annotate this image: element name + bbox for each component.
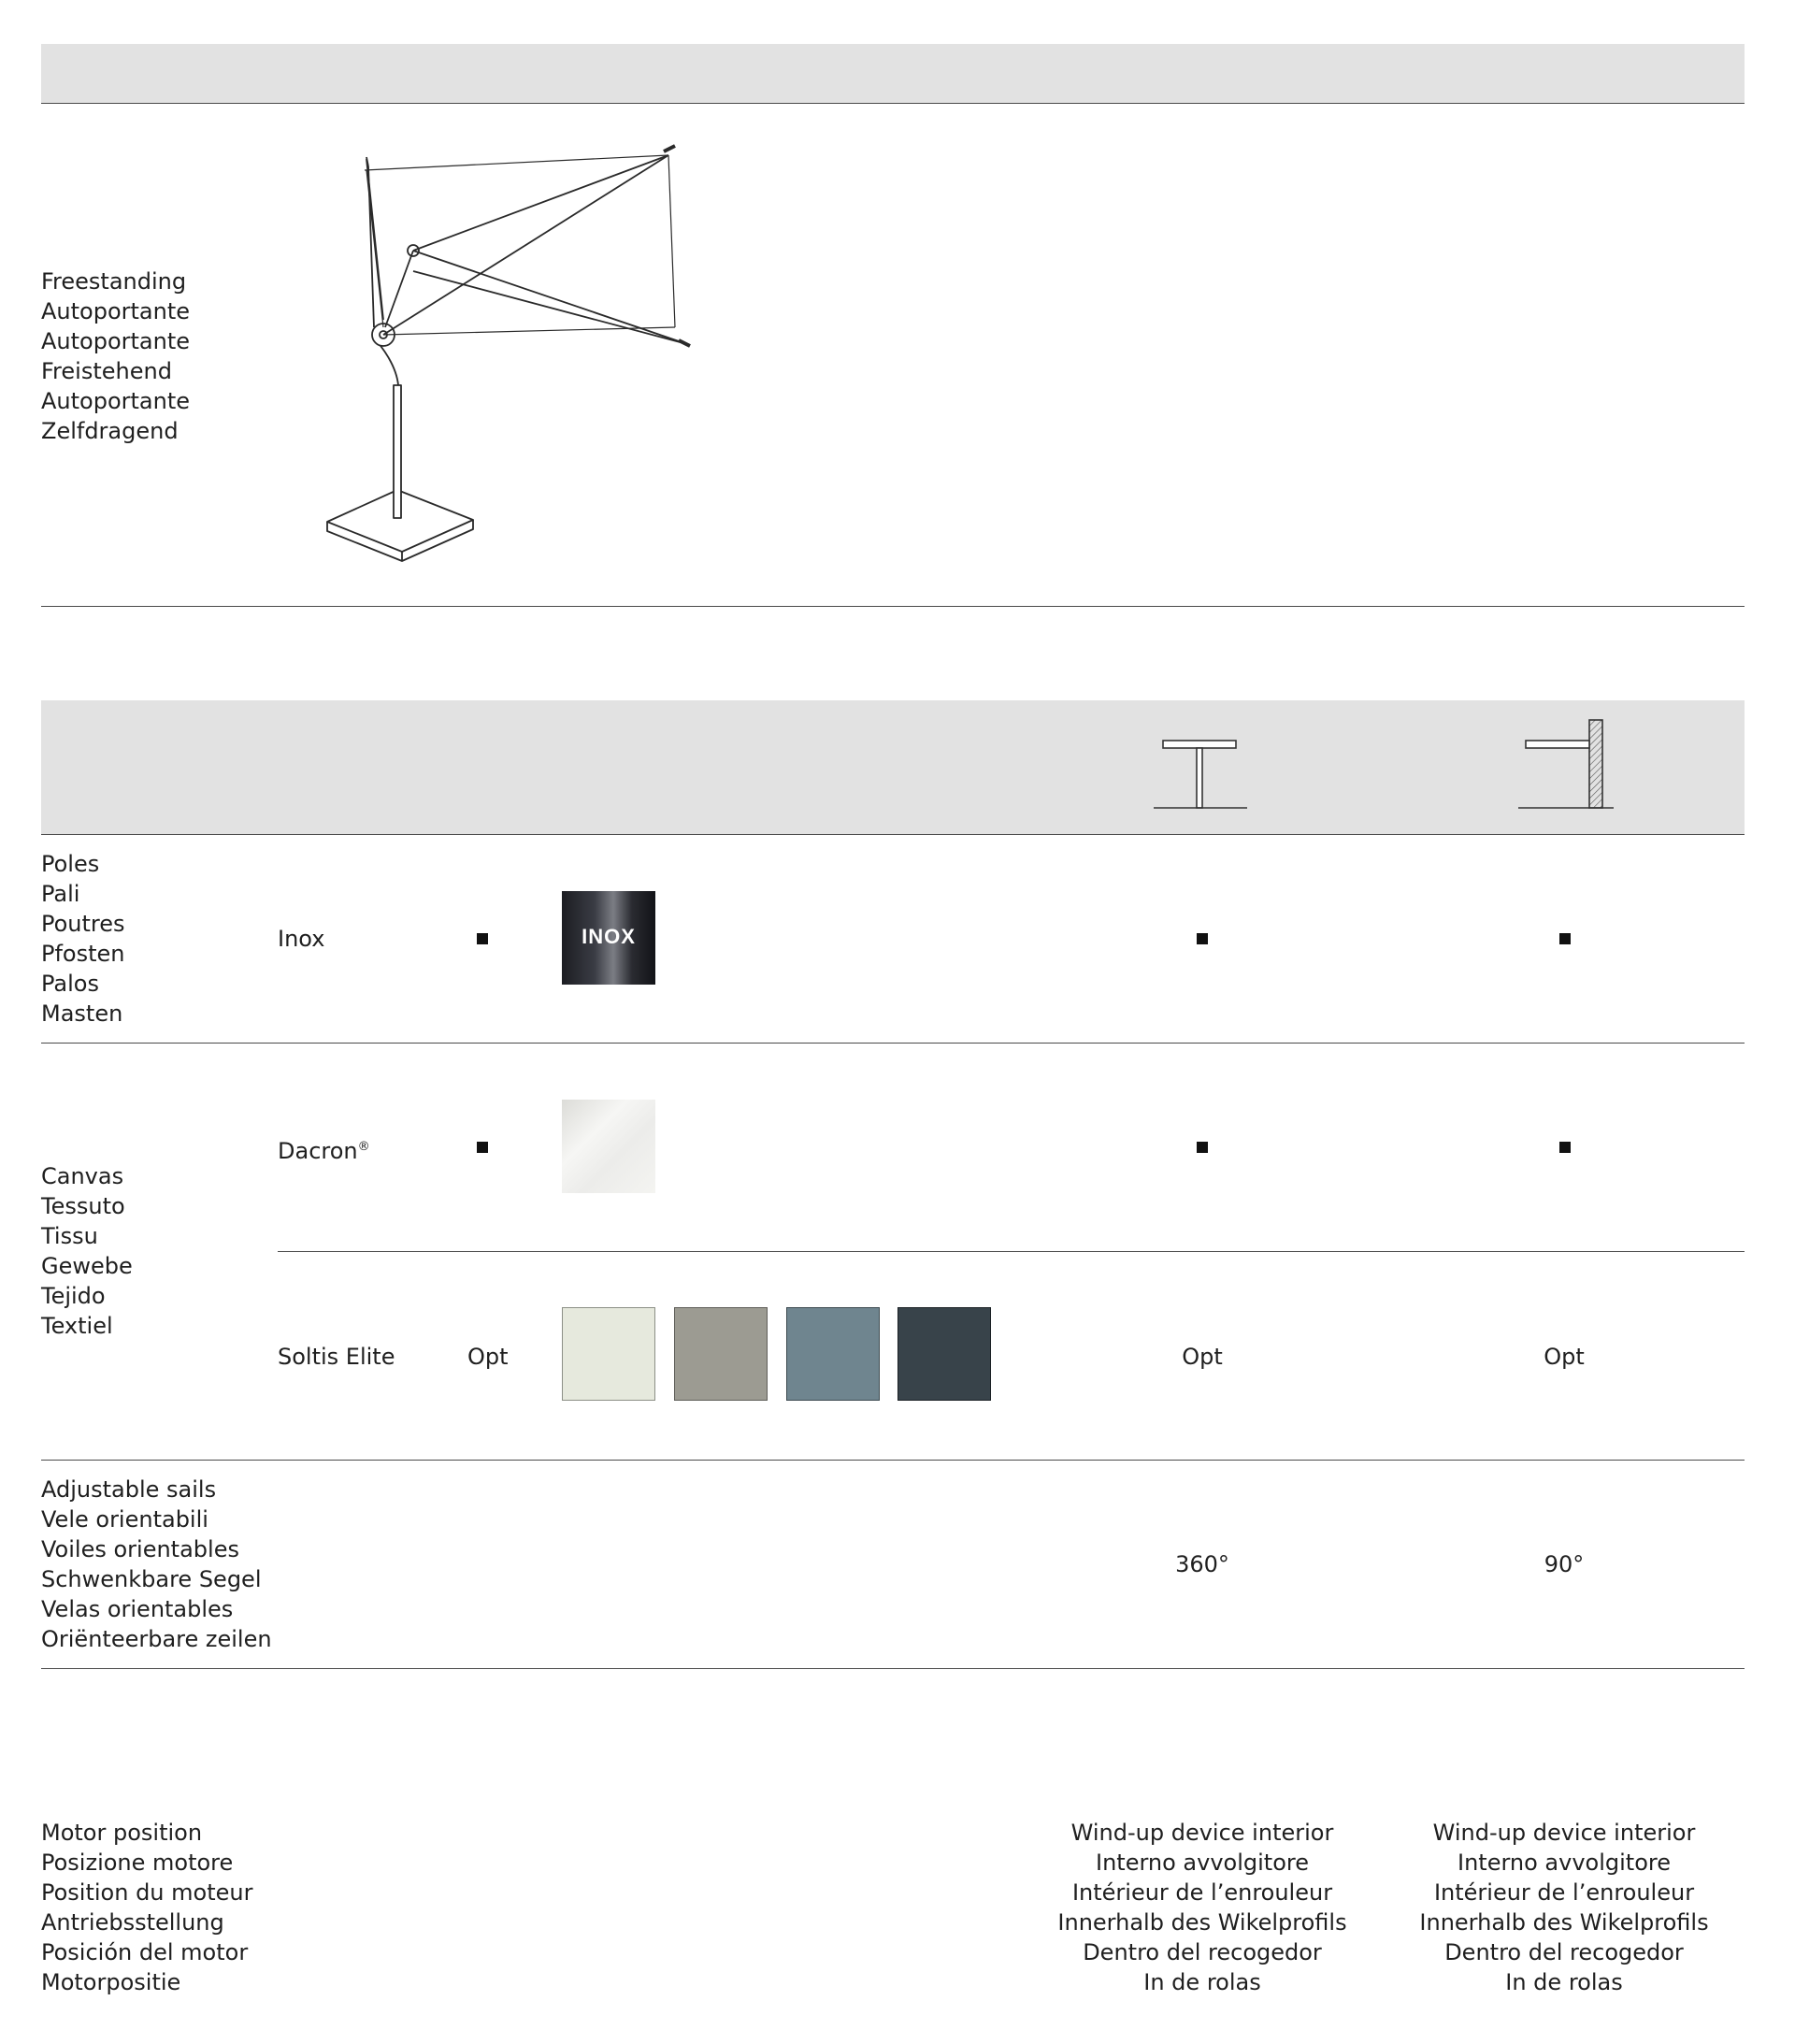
label-line-fr: Poutres [41,911,125,937]
dacron-name: Dacron [278,1138,358,1164]
mounting-header-band [41,44,1745,103]
value-line-es: Dentro del recogedor [1444,1939,1684,1965]
value-line-de: Innerhalb des Wikelprofils [1057,1909,1347,1936]
label-line-es: Tejido [41,1283,106,1309]
label-line-es: Palos [41,971,99,997]
t-shaped-freestanding-base-icon [1150,733,1253,817]
label-line-fr: Position du moteur [41,1879,253,1906]
label-line-it: Vele orientabili [41,1506,208,1533]
label-line-it: Pali [41,881,80,907]
value-line-de: Innerhalb des Wikelprofils [1419,1909,1709,1936]
divider [41,1043,1745,1044]
value-line-it: Interno avvolgitore [1458,1850,1671,1876]
freestanding-availability-mark [1197,933,1208,944]
poles-label [41,849,125,1029]
value-line-en: Wind-up device interior [1432,1820,1696,1846]
label-line-fr: Autoportante [41,328,191,354]
value-line-es: Dentro del recogedor [1083,1939,1322,1965]
motor-wall-value [1419,1818,1708,1997]
freestanding-sail-umbrella-drawing [309,131,711,580]
value-line-fr: Intérieur de l’enrouleur [1071,1879,1333,1906]
label-line-de: Freistehend [41,358,172,384]
adjustable-freestanding-value: 360° [1175,1551,1229,1577]
soltis-swatch-4 [898,1307,991,1401]
standard-availability-mark [477,933,488,944]
spec-header-band [41,700,1745,834]
label-line-it: Autoportante [41,298,191,324]
label-line-fr: Tissu [41,1223,98,1249]
label-line-nl: Motorpositie [41,1969,181,1995]
label-line-de: Pfosten [41,941,125,967]
inox-sample-label: INOX [582,925,636,948]
soltis-swatch-3 [786,1307,880,1401]
adjustable-label [41,1475,272,1654]
label-line-en: Poles [41,851,100,877]
wall-mounted-bracket-icon [1515,714,1617,817]
soltis-freestanding-value: Opt [1182,1344,1223,1370]
label-line-it: Posizione motore [41,1850,234,1876]
label-line-nl: Textiel [41,1313,113,1339]
divider [41,103,1745,104]
label-line-nl: Masten [41,1000,123,1027]
canvas-label [41,1161,133,1341]
value-line-it: Interno avvolgitore [1096,1850,1309,1876]
inox-sample [562,891,655,985]
poles-material: Inox [278,926,325,952]
value-line-nl: In de rolas [1143,1969,1261,1995]
label-line-fr: Voiles orientables [41,1536,239,1562]
label-line-nl: Oriënteerbare zeilen [41,1626,272,1652]
dacron-material [278,1132,370,1166]
wall-availability-mark [1559,1142,1571,1153]
label-line-nl: Zelfdragend [41,418,179,444]
label-line-it: Tessuto [41,1193,125,1219]
label-line-de: Schwenkbare Segel [41,1566,262,1592]
label-line-es: Autoportante [41,388,191,414]
label-line-en: Motor position [41,1820,203,1846]
label-line-de: Antriebsstellung [41,1909,224,1936]
soltis-material: Soltis Elite [278,1344,395,1370]
soltis-swatch-1 [562,1307,655,1401]
value-line-en: Wind-up device interior [1070,1820,1334,1846]
soltis-swatch-2 [674,1307,768,1401]
motor-freestanding-value [1057,1818,1346,1997]
wall-availability-mark [1559,933,1571,944]
value-line-fr: Intérieur de l’enrouleur [1433,1879,1695,1906]
mounting-label [41,266,190,446]
label-line-es: Posición del motor [41,1939,249,1965]
label-line-es: Velas orientables [41,1596,234,1622]
divider [41,1460,1745,1461]
registered-mark: ® [357,1140,370,1154]
soltis-wall-value: Opt [1544,1344,1585,1370]
label-line-en: Freestanding [41,268,187,295]
dacron-sample [562,1100,655,1193]
divider [41,606,1745,607]
soltis-standard-value: Opt [467,1344,509,1370]
value-line-nl: In de rolas [1505,1969,1623,1995]
label-line-en: Canvas [41,1163,124,1189]
divider [41,834,1745,835]
standard-availability-mark [477,1142,488,1153]
label-line-de: Gewebe [41,1253,133,1279]
freestanding-availability-mark [1197,1142,1208,1153]
adjustable-wall-value: 90° [1544,1551,1585,1577]
motor-label [41,1818,252,1997]
divider [278,1251,1745,1252]
label-line-en: Adjustable sails [41,1476,217,1503]
divider [41,1668,1745,1669]
